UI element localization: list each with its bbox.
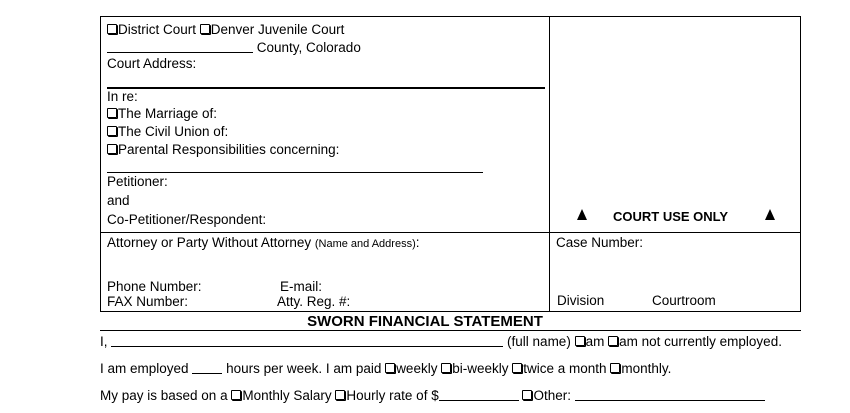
biweekly-label: bi-weekly [452, 361, 509, 376]
district-court-checkbox[interactable] [107, 24, 117, 34]
other-label: Other: [533, 388, 571, 403]
parental-label: Parental Responsibilities concerning: [118, 142, 340, 157]
title-underline [100, 330, 801, 331]
court-address-field[interactable] [107, 87, 545, 89]
caption-divider [549, 16, 550, 312]
courtroom-label: Courtroom [652, 293, 716, 308]
parties-field[interactable] [107, 172, 483, 173]
full-name-label: (full name) [507, 334, 571, 349]
denver-juvenile-checkbox[interactable] [200, 24, 210, 34]
county-field[interactable] [107, 41, 253, 53]
county-suffix: County, Colorado [256, 40, 361, 55]
court-type-row [107, 23, 344, 37]
twice-month-label: twice a month [523, 361, 607, 376]
am-label: am [585, 334, 605, 349]
civil-union-label: The Civil Union of: [118, 124, 229, 139]
statement-line-3 [100, 389, 765, 403]
attorney-label-note: (Name and Address) [314, 238, 416, 250]
full-name-field[interactable] [111, 335, 503, 347]
monthly-salary-label: Monthly Salary [242, 388, 332, 403]
weekly-checkbox[interactable] [385, 363, 395, 373]
hourly-rate-field[interactable] [439, 389, 519, 401]
co-petitioner-label: Co-Petitioner/Respondent: [107, 212, 267, 227]
hours-field[interactable] [192, 362, 222, 374]
marriage-row [107, 107, 217, 121]
monthly-checkbox[interactable] [610, 363, 620, 373]
biweekly-checkbox[interactable] [441, 363, 451, 373]
petitioner-label: Petitioner: [107, 174, 168, 189]
phone-label: Phone Number: [107, 279, 202, 294]
twice-month-checkbox[interactable] [512, 363, 522, 373]
civil-union-checkbox[interactable] [107, 126, 117, 136]
marriage-checkbox[interactable] [107, 108, 117, 118]
other-checkbox[interactable] [522, 390, 532, 400]
statement-line-2 [100, 362, 671, 376]
court-use-only-label: COURT USE ONLY [613, 209, 729, 224]
other-field[interactable] [575, 389, 765, 401]
form-title: SWORN FINANCIAL STATEMENT [307, 313, 543, 330]
line2-a: I am employed [100, 361, 189, 376]
in-re-label: In re: [107, 89, 138, 104]
statement-line-1 [100, 335, 782, 349]
monthly-label: monthly. [621, 361, 672, 376]
civil-union-row [107, 125, 228, 139]
atty-reg-label: Atty. Reg. #: [277, 294, 351, 309]
am-checkbox[interactable] [575, 336, 585, 346]
parental-row [107, 143, 339, 157]
marriage-label: The Marriage of: [118, 106, 218, 121]
weekly-label: weekly [396, 361, 438, 376]
caption-row-divider [100, 232, 801, 233]
line2-b: hours per week. I am paid [226, 361, 382, 376]
triangle-right-icon [765, 209, 775, 223]
attorney-label: Attorney or Party Without Attorney [107, 235, 312, 250]
court-address-label: Court Address: [107, 56, 197, 71]
attorney-label-row [107, 236, 420, 250]
hourly-rate-label: Hourly rate of $ [346, 388, 439, 403]
and-label: and [107, 193, 130, 208]
fax-label: FAX Number: [107, 294, 189, 309]
triangle-left-icon [577, 209, 587, 223]
county-row [107, 41, 361, 55]
monthly-salary-checkbox[interactable] [231, 390, 241, 400]
caption-box [100, 16, 801, 312]
case-number-label: Case Number: [556, 235, 644, 250]
am-not-checkbox[interactable] [608, 336, 618, 346]
am-not-label: am not currently employed. [619, 334, 782, 349]
denver-juvenile-label: Denver Juvenile Court [210, 22, 345, 37]
line1-prefix: I, [100, 334, 108, 349]
line3-a: My pay is based on a [100, 388, 228, 403]
email-label: E-mail: [280, 279, 323, 294]
attorney-label-colon: : [415, 235, 420, 250]
division-label: Division [557, 293, 605, 308]
district-court-label: District Court [118, 22, 197, 37]
parental-checkbox[interactable] [107, 144, 117, 154]
hourly-rate-checkbox[interactable] [335, 390, 345, 400]
